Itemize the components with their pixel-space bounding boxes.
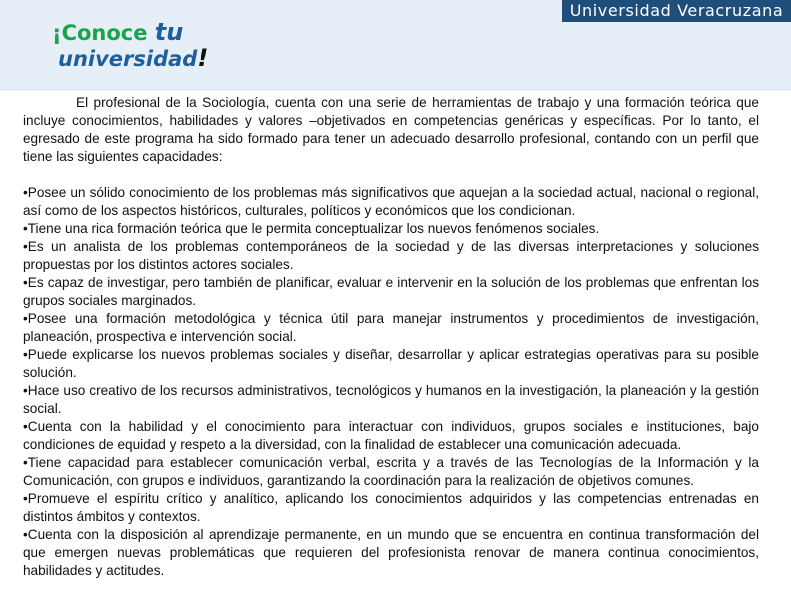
- logo-line-1: [52, 18, 183, 46]
- logo-conoce-text: ¡Conoce: [52, 21, 155, 45]
- conoce-tu-universidad-logo: [52, 16, 212, 76]
- bullet-item: •Cuenta con la habilidad y el conocimiento para interactuar con individuos, grupos sociales e instituciones, bajo condiciones de equidad y respeto a la diversidad, con la finalidad de establecer una comunicación adecuada.: [23, 419, 759, 452]
- university-name: Universidad Veracruzana: [569, 1, 784, 20]
- logo-universidad-text: universidad: [58, 47, 198, 71]
- bullet-item: •Tiene capacidad para establecer comunicación verbal, escrita y a través de las Tecnologías de la Información y la Comunicación, con grupos e individuos, garantizando la coordinación para la realización de objetivos comunes.: [23, 455, 759, 488]
- bullet-item: •Tiene una rica formación teórica que le permita conceptualizar los nuevos fenómenos sociales.: [23, 221, 600, 236]
- bullet-item: •Es un analista de los problemas contemporáneos de la sociedad y de las diversas interpretaciones y soluciones propuestas por los distintos actores sociales.: [23, 239, 759, 272]
- bullet-item: •Cuenta con la disposición al aprendizaje permanente, en un mundo que se encuentra en continua transformación del que emergen nuevas problemáticas que requieren del profesionista renovar de manera continua conocimientos, habilidades y actitudes.: [23, 527, 759, 578]
- logo-line-2: [58, 44, 208, 72]
- document-body: [23, 94, 759, 580]
- bullet-item: •Es capaz de investigar, pero también de planificar, evaluar e intervenir en la solución de los problemas que enfrentan los grupos sociales marginados.: [23, 275, 759, 308]
- bullet-item: •Posee un sólido conocimiento de los problemas más significativos que aquejan a la sociedad actual, nacional o regional, así como de los aspectos históricos, culturales, políticos y económicos que los condicionan.: [23, 185, 759, 218]
- bullet-item: •Puede explicarse los nuevos problemas sociales y diseñar, desarrollar y aplicar estrategias operativas para su posible solución.: [23, 347, 759, 380]
- intro-paragraph: El profesional de la Sociología, cuenta con una serie de herramientas de trabajo y una formación teórica que incluye conocimientos, habilidades y valores –objetivados en competencias genéricas y específicas. Por lo tanto, el egresado de este programa ha sido formado para tener un adecuado desarrollo profesional, contando con un perfil que tiene las siguientes capacidades:: [23, 95, 759, 164]
- logo-tu-text: tu: [154, 18, 184, 46]
- bullet-item: •Promueve el espíritu crítico y analítico, aplicando los conocimientos adquiridos y las competencias entrenadas en distintos ámbitos y contextos.: [23, 491, 759, 524]
- bullet-item: •Hace uso creativo de los recursos administrativos, tecnológicos y humanos en la investigación, la planeación y la gestión social.: [23, 383, 759, 416]
- university-name-bar: [562, 0, 791, 22]
- logo-exclamation: !: [197, 44, 209, 72]
- bullet-item: •Posee una formación metodológica y técnica útil para manejar instrumentos y procedimientos de investigación, planeación, prospectiva e intervención social.: [23, 311, 759, 344]
